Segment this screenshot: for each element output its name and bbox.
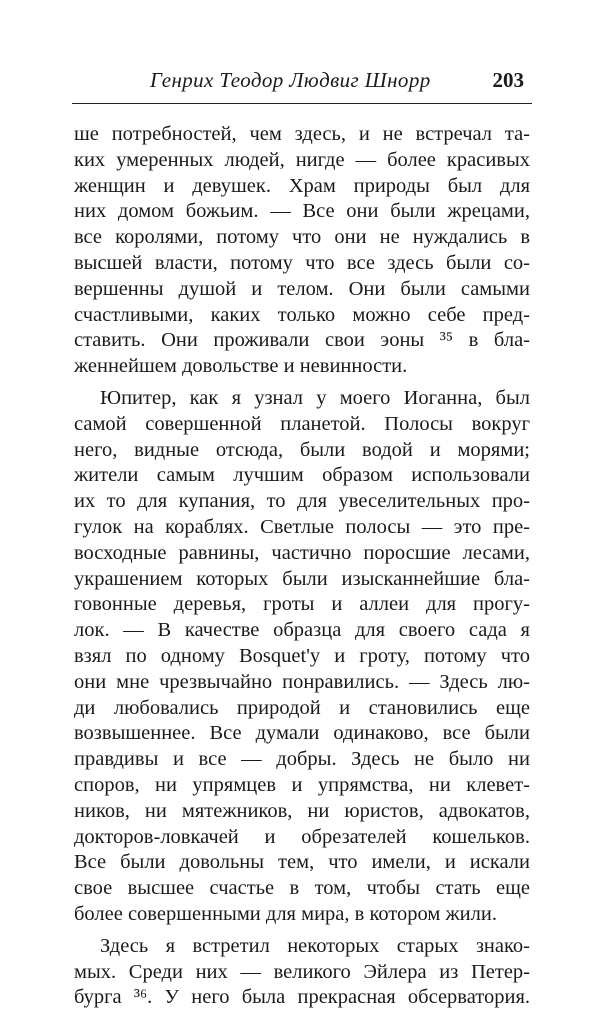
text-line: мых. Среди них — великого Эйлера из Петер- <box>74 960 530 983</box>
paragraph-2 <box>74 386 530 928</box>
text-line: Здесь я встретил некоторых старых знако- <box>100 934 530 957</box>
text-line: него, видные отсюда, были водой и морями; <box>74 438 530 461</box>
text-line: женщин и девушек. Храм природы был для <box>74 174 530 197</box>
text-line: правдивы и все — добры. Здесь не было ни <box>74 748 530 771</box>
text-line: ше потребностей, чем здесь, и не встречал та- <box>74 123 530 145</box>
header-rule <box>72 103 532 104</box>
text-line: ди любовались природой и становились еще <box>74 696 530 719</box>
text-line: споров, ни упрямцев и упрямства, ни клевет- <box>74 773 530 796</box>
text-line: все королями, потому что они не нуждались в <box>74 226 530 249</box>
text-line: лок. — В качестве образца для своего сада я <box>74 619 530 642</box>
running-title: Генрих Теодор Людвиг Шнорр <box>150 68 431 92</box>
text-line: они мне чрезвычайно понравились. — Здесь лю- <box>74 670 530 693</box>
text-line: говонные деревья, гроты и аллеи для прогу- <box>74 593 530 616</box>
text-line: них домом божьим. — Все они были жрецами, <box>74 200 530 223</box>
text-line: докторов-ловкачей и обрезателей кошельков. <box>74 825 530 848</box>
text-line: жители самым лучшим образом использовали <box>74 464 530 487</box>
page-body <box>74 122 530 1011</box>
text-line: взял по одному Bosquet'y и гроту, потому что <box>74 644 530 667</box>
text-line: восходные равнины, частично поросшие лесами, <box>74 541 530 564</box>
text-line: украшением которых были изысканнейшие бла- <box>74 567 530 590</box>
text-line: Все были довольны тем, что имели, и искали <box>74 851 530 874</box>
text-line: Юпитер, как я узнал у моего Иоганна, был <box>100 386 530 409</box>
paragraph-3 <box>74 934 530 1011</box>
page-number: 203 <box>492 68 524 92</box>
text-line: более совершенными для мира, в котором жили. <box>74 902 497 925</box>
text-line: высшей власти, потому что все здесь были со- <box>74 251 530 274</box>
text-line: женнейшем довольстве и невинности. <box>74 355 408 378</box>
text-line: ких умеренных людей, нигде — более красивых <box>74 148 530 171</box>
text-line: самой совершенной планетой. Полосы вокруг <box>74 412 530 435</box>
text-line: ставить. Они проживали свои эоны ³⁵ в бла- <box>74 329 530 352</box>
text-line: свое высшее счастье в том, чтобы стать еще <box>74 877 530 900</box>
text-line: вершенны душой и телом. Они были самыми <box>74 277 530 300</box>
text-line: их то для купания, то для увеселительных про- <box>74 490 530 513</box>
running-header <box>150 68 530 96</box>
text-line: ников, ни мятежников, ни юристов, адвокатов, <box>74 799 530 822</box>
text-line: счастливыми, каких только можно себе пред- <box>74 303 530 326</box>
paragraph-1 <box>74 122 530 380</box>
text-line: бурга ³⁶. У него была прекрасная обсерватория. <box>74 986 530 1009</box>
text-line: гулок на кораблях. Светлые полосы — это пре- <box>74 515 530 538</box>
text-line: возвышеннее. Все думали одинаково, все были <box>74 722 530 745</box>
